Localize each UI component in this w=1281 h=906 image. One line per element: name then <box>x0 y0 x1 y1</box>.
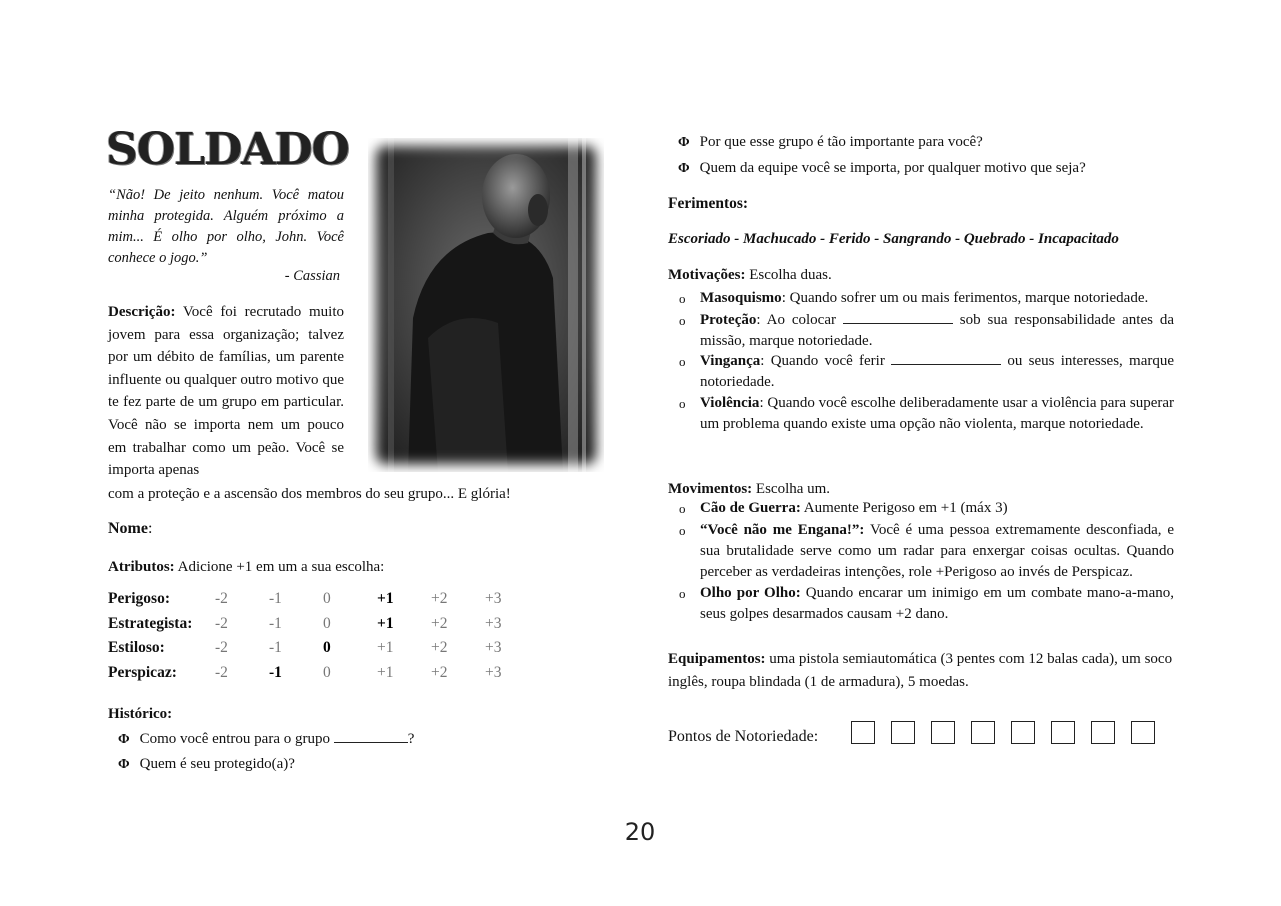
attribute-value[interactable]: +3 <box>485 614 502 632</box>
list-item: Cão de Guerra: Aumente Perigoso em +1 (máx 3) <box>700 500 1008 516</box>
wounds-heading <box>668 193 748 215</box>
motivations-label: Motivações: <box>668 267 746 283</box>
attribute-name: Perigoso: <box>108 590 170 607</box>
notoriety-checkbox[interactable] <box>931 721 955 744</box>
description-text: Você foi recrutado muito jovem para essa organização; talvez por um débito de famílias, um parente influente ou qualquer outro motivo que te fez parte de um grupo em particular. Você não se importa nem um pouco em trabalhar como um peão. Você se importa apenas <box>108 304 345 479</box>
name-field <box>108 518 152 540</box>
description-label: Descrição: <box>108 304 176 320</box>
notoriety-checkbox[interactable] <box>851 721 875 744</box>
bullet-icon: o <box>679 354 686 369</box>
list-item: Olho por Olho: Quando encarar um inimigo em um combate mano-a-mano, seus golpes desarmados causam +2 dano. <box>700 585 1174 622</box>
list-item: Proteção: Ao colocar sob sua responsabilidade antes da missão, marque notoriedade. <box>700 312 1175 349</box>
history-item: Φ Quem da equipe você se importa, por qualquer motivo que seja? <box>678 160 1086 176</box>
notoriety-checkbox[interactable] <box>1051 721 1075 744</box>
description <box>108 301 344 482</box>
notoriety-checkbox[interactable] <box>1011 721 1035 744</box>
attribute-value[interactable]: +2 <box>431 614 448 632</box>
history-item: Φ Por que esse grupo é tão importante para você? <box>678 134 983 150</box>
name-suffix: : <box>147 520 153 537</box>
name-label: Nome <box>108 520 148 537</box>
motivations-heading <box>668 264 832 286</box>
attribute-value[interactable]: -2 <box>215 639 228 657</box>
attribute-value[interactable]: 0 <box>323 664 331 682</box>
history-label: Histórico: <box>108 706 173 722</box>
phi-icon: Φ <box>118 757 130 772</box>
blank-line <box>891 364 1001 365</box>
attribute-value[interactable]: +3 <box>485 664 502 682</box>
attribute-value[interactable]: 0 <box>323 614 331 632</box>
list-item: Violência: Quando você escolhe deliberadamente usar a violência para superar um problema quando existe uma opção não violenta, marque notoriedade. <box>700 395 1174 432</box>
equipment-text: uma pistola semiautomática (3 pentes com 12 balas cada), um soco inglês, roupa blindada (1 de armadura), 5 moedas. <box>668 651 1173 690</box>
history-heading <box>108 703 172 725</box>
attribute-name: Estrategista: <box>108 614 193 632</box>
page-title: SOLDADO <box>106 124 349 175</box>
list-item: Vingança: Quando você ferir ou seus interesses, marque notoriedade. <box>700 353 1175 390</box>
bullet-icon: o <box>679 501 686 516</box>
blank-line <box>843 323 953 324</box>
moves-heading <box>668 478 830 500</box>
attribute-value[interactable]: +1 <box>377 614 394 632</box>
character-photo <box>368 138 604 472</box>
bullet-icon: o <box>679 523 686 538</box>
page-number: 20 <box>624 818 656 846</box>
list-item: Masoquismo: Quando sofrer um ou mais ferimentos, marque notoriedade. <box>700 290 1149 306</box>
bullet-icon: o <box>679 396 686 411</box>
character-quote: “Não! De jeito nenhum. Você matou minha protegida. Alguém próximo a mim... É olho por olho, John. Você conhece o jogo.” <box>108 187 344 266</box>
equipment <box>668 648 1174 694</box>
attribute-value[interactable]: 0 <box>323 590 331 607</box>
moves-label: Movimentos: <box>668 481 753 497</box>
list-item: “Você não me Engana!”: Você é uma pessoa extremamente desconfiada, e sua brutalidade serve como um radar para enxergar coisas ocultas. Quando perceber as verdadeiras intenções, role +Perigoso ao invés de Perspicaz. <box>700 522 1174 580</box>
wounds-track: Escoriado - Machucado - Ferido - Sangrando - Quebrado - Incapacitado <box>668 231 1119 247</box>
attribute-name: Perspicaz: <box>108 664 177 682</box>
phi-icon: Φ <box>678 161 690 176</box>
notoriety-checkbox[interactable] <box>971 721 995 744</box>
notoriety-label: Pontos de Notoriedade: <box>668 728 819 745</box>
attributes-heading <box>108 556 384 578</box>
attribute-value[interactable]: +1 <box>377 639 394 657</box>
history-item: Φ Como você entrou para o grupo ? <box>118 731 415 747</box>
attribute-name: Estiloso: <box>108 639 165 657</box>
attribute-value[interactable]: +2 <box>431 590 448 607</box>
attribute-value[interactable]: -1 <box>269 639 282 657</box>
attribute-value[interactable]: -1 <box>269 614 282 632</box>
notoriety-checkbox[interactable] <box>1131 721 1155 744</box>
motivations-text: Escolha duas. <box>749 267 832 283</box>
attribute-value[interactable]: -1 <box>269 664 282 682</box>
bullet-icon: o <box>679 586 686 601</box>
attribute-value[interactable]: +3 <box>485 590 502 607</box>
attribute-value[interactable]: +2 <box>431 664 448 682</box>
moves-text: Escolha um. <box>755 481 831 497</box>
attributes-text: Adicione +1 em um a sua escolha: <box>177 559 385 575</box>
notoriety-checkbox[interactable] <box>891 721 915 744</box>
attributes-label: Atributos: <box>108 559 175 575</box>
equipment-label: Equipamentos: <box>668 651 766 667</box>
description-tail: com a proteção e a ascensão dos membros do seu grupo... E glória! <box>108 486 511 502</box>
attribute-value[interactable]: -1 <box>269 590 282 607</box>
history-item: Φ Quem é seu protegido(a)? <box>118 756 295 772</box>
attribute-value[interactable]: -2 <box>215 590 228 607</box>
attribute-value[interactable]: +1 <box>377 664 394 682</box>
attribute-value[interactable]: +1 <box>377 590 394 607</box>
blank-line <box>334 742 408 743</box>
bullet-icon: o <box>679 291 686 306</box>
phi-icon: Φ <box>678 135 690 150</box>
attribute-value[interactable]: 0 <box>323 639 331 657</box>
bullet-icon: o <box>679 313 686 328</box>
attribute-value[interactable]: +2 <box>431 639 448 657</box>
quote-author: - Cassian <box>284 268 340 284</box>
attribute-value[interactable]: -2 <box>215 664 228 682</box>
attribute-value[interactable]: +3 <box>485 639 502 657</box>
notoriety-checkbox[interactable] <box>1091 721 1115 744</box>
attribute-value[interactable]: -2 <box>215 614 228 632</box>
phi-icon: Φ <box>118 732 130 747</box>
wounds-label: Ferimentos: <box>668 195 749 212</box>
